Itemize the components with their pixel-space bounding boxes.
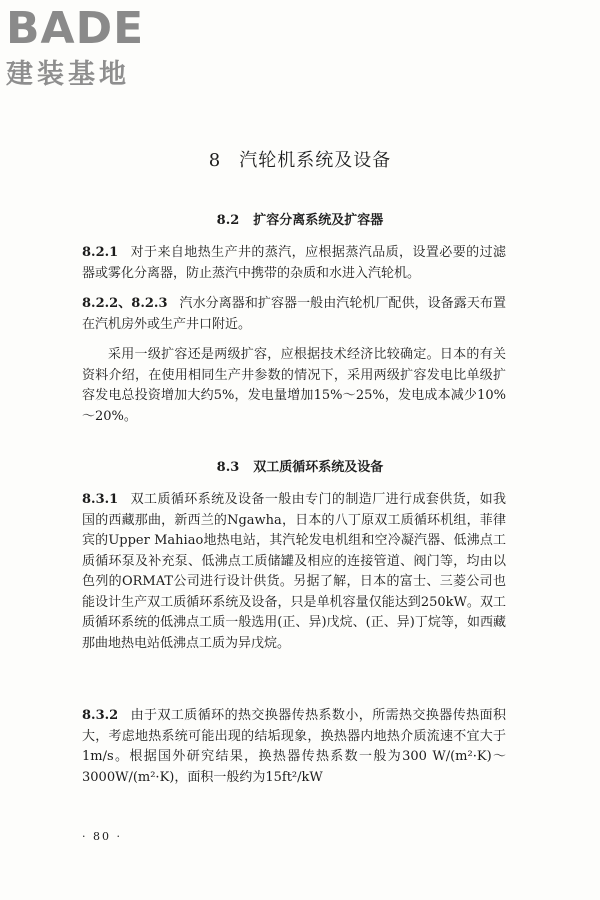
paragraph [82, 345, 506, 427]
section-title-text: 扩容分离系统及扩容器 [253, 213, 384, 228]
section-number: 8.3 [216, 460, 240, 475]
chapter-title [0, 146, 600, 172]
page-number: · 80 · [82, 830, 122, 843]
clause-number: 8.2.1 [82, 245, 119, 260]
clause-number: 8.3.2 [82, 708, 119, 723]
paragraph-text: 双工质循环系统及设备一般由专门的制造厂进行成套供货，如我国的西藏那曲，新西兰的Ngawha，日本的八丁原双工质循环机组，菲律宾的Upper Mahiao地热电站，其汽轮发电机组和空冷凝汽器、低沸点工质循环泵及补充泵、低沸点工质储罐及相应的连接管道、阀门等，均由以色列的ORMAT公司进行设计供货。另据了解，日本的富士、三菱公司也能设计生产双工质循环系统及设备，只是单机容量仅能达到250kW。双工质循环系统的低沸点工质一般选用(正、异)戊烷、(正、异)丁烷等，如西藏那曲地热电站低沸点工质为异戊烷。 [82, 492, 506, 651]
chapter-number: 8 [208, 150, 222, 171]
section-title-text: 双工质循环系统及设备 [253, 460, 384, 475]
clause-number: 8.2.2、8.2.3 [82, 296, 168, 311]
publisher-logo [6, 4, 176, 96]
paragraph [82, 706, 506, 788]
clause-number: 8.3.1 [82, 492, 119, 507]
logo-wordmark: BADE [6, 3, 145, 54]
section-title [0, 209, 600, 228]
paragraph [82, 294, 506, 335]
section-title [0, 456, 600, 475]
paragraph-text: 采用一级扩容还是两级扩容，应根据技术经济比较确定。日本的有关资料介绍，在使用相同生产井参数的情况下，采用两级扩容发电比单级扩容发电总投资增加大约5%，发电量增加15%～25%，发电成本减少10%～20%。 [82, 347, 506, 424]
paragraph-text: 汽水分离器和扩容器一般由汽轮机厂配供，设备露天布置在汽机房外或生产井口附近。 [82, 296, 506, 332]
section-number: 8.2 [216, 213, 240, 228]
logo-subtitle: 建装基地 [6, 59, 130, 90]
chapter-title-text: 汽轮机系统及设备 [239, 150, 392, 171]
paragraph [82, 243, 506, 284]
paragraph-text: 由于双工质循环的热交换器传热系数小，所需热交换器传热面积大，考虑地热系统可能出现的结垢现象，换热器内地热介质流速不宜大于1m/s。根据国外研究结果，换热器传热系数一般为300 W/(m²·K)～3000W/(m²·K)，面积一般约为15ft²/kW [82, 708, 506, 785]
paragraph [82, 490, 506, 654]
paragraph-text: 对于来自地热生产井的蒸汽，应根据蒸汽品质，设置必要的过滤器或雾化分离器，防止蒸汽中携带的杂质和水进入汽轮机。 [82, 245, 506, 281]
